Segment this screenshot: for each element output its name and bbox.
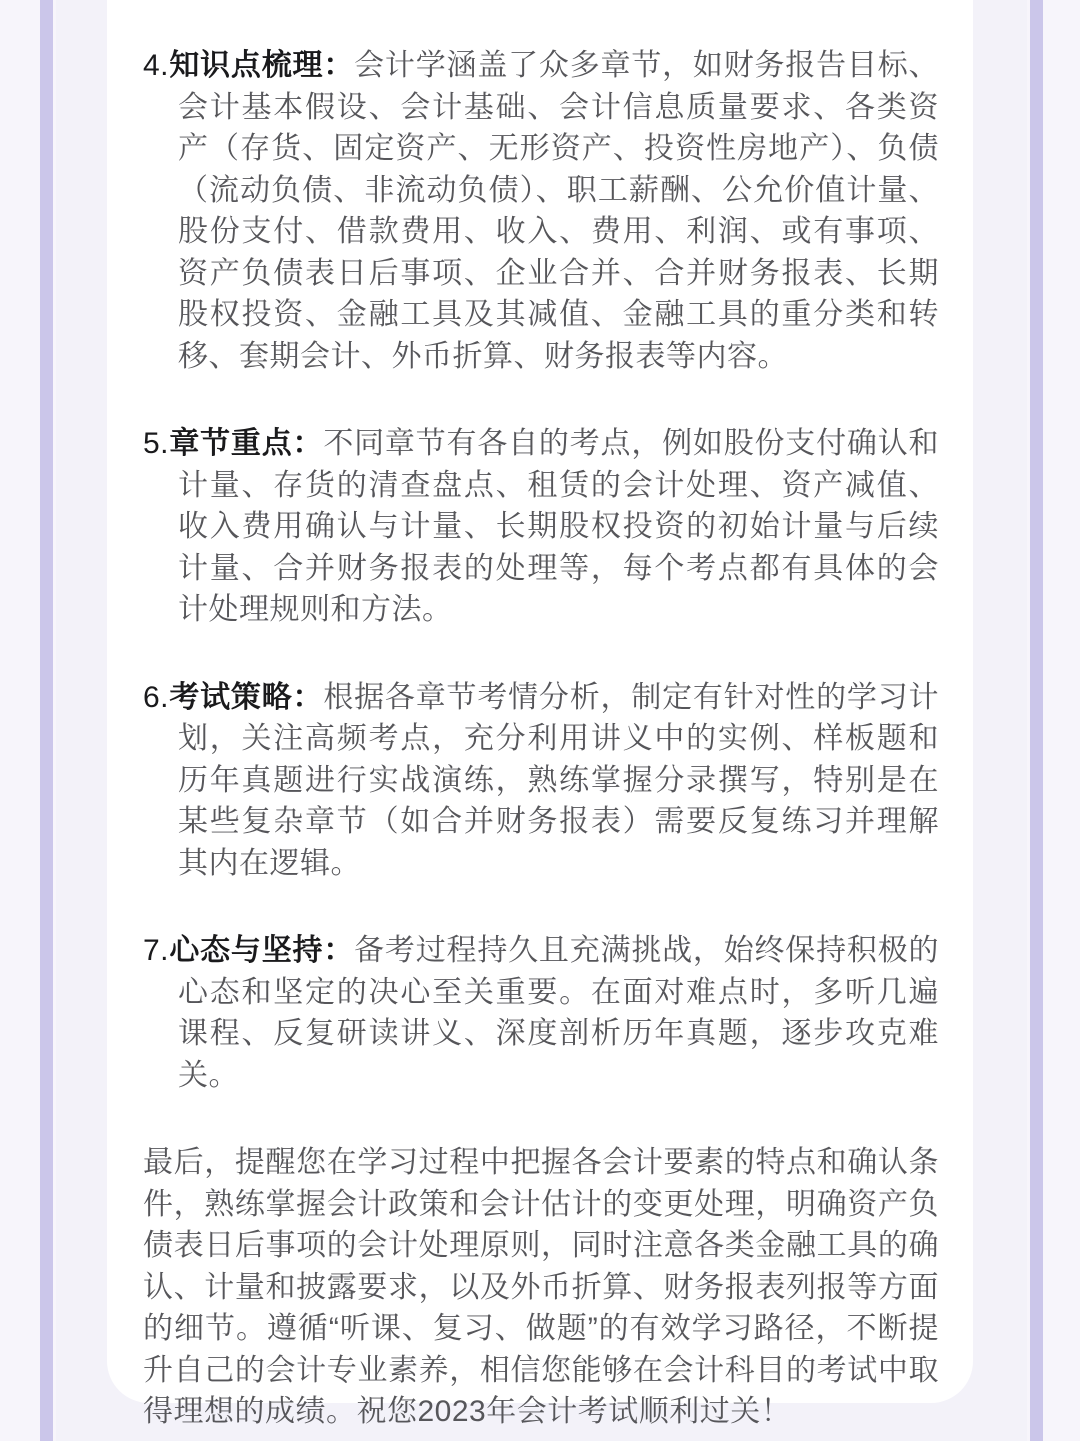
left-border-stripe: [40, 0, 53, 1441]
list-item-4: [143, 45, 939, 377]
item-number: 4.: [143, 49, 170, 82]
item-heading: 考试策略：: [169, 680, 324, 714]
list-item-7: [143, 930, 939, 1096]
item-heading: 章节重点：: [169, 427, 324, 460]
right-border-stripe: [1030, 0, 1043, 1441]
item-heading: 知识点梳理：: [169, 49, 355, 82]
article-card: [107, 0, 973, 1428]
list-item-6: [143, 677, 939, 885]
list-item-5: [143, 423, 939, 631]
item-text: 会计学涵盖了众多章节，如财务报告目标、会计基本假设、会计基础、会计信息质量要求、各类资产（存货、固定资产、无形资产、投资性房地产）、负债（流动负债、非流动负债）、职工薪酬、公允价值计量、股份支付、借款费用、收入、费用、利润、或有事项、资产负债表日后事项、企业合并、合并财务报表、长期股权投资、金融工具及其减值、金融工具的重分类和转移、套期会计、外币折算、财务报表等内容。: [178, 49, 940, 373]
closing-paragraph: 最后，提醒您在学习过程中把握各会计要素的特点和确认条件，熟练掌握会计政策和会计估计的变更处理，明确资产负债表日后事项的会计处理原则，同时注意各类金融工具的确认、计量和披露要求，以及外币折算、财务报表列报等方面的细节。遵循“听课、复习、做题”的有效学习路径，不断提升自己的会计专业素养，相信您能够在会计科目的考试中取得理想的成绩。祝您2023年会计考试顺利过关！: [143, 1146, 939, 1428]
item-text: 不同章节有各自的考点，例如股份支付确认和计量、存货的清查盘点、租赁的会计处理、资产减值、收入费用确认与计量、长期股权投资的初始计量与后续计量、合并财务报表的处理等，每个考点都有具体的会计处理规则和方法。: [178, 427, 940, 626]
item-number: 7.: [143, 934, 170, 967]
item-text: 备考过程持久且充满挑战，始终保持积极的心态和坚定的决心至关重要。在面对难点时，多听几遍课程、反复研读讲义、深度剖析历年真题，逐步攻克难关。: [178, 934, 940, 1092]
item-text: 根据各章节考情分析，制定有针对性的学习计划，关注高频考点，充分利用讲义中的实例、样板题和历年真题进行实战演练，熟练掌握分录撰写，特别是在某些复杂章节（如合并财务报表）需要反复练习并理解其内在逻辑。: [178, 680, 940, 880]
item-number: 6.: [143, 680, 170, 714]
item-number: 5.: [143, 427, 170, 460]
item-heading: 心态与坚持：: [169, 934, 355, 967]
article-content: [107, 0, 973, 1433]
